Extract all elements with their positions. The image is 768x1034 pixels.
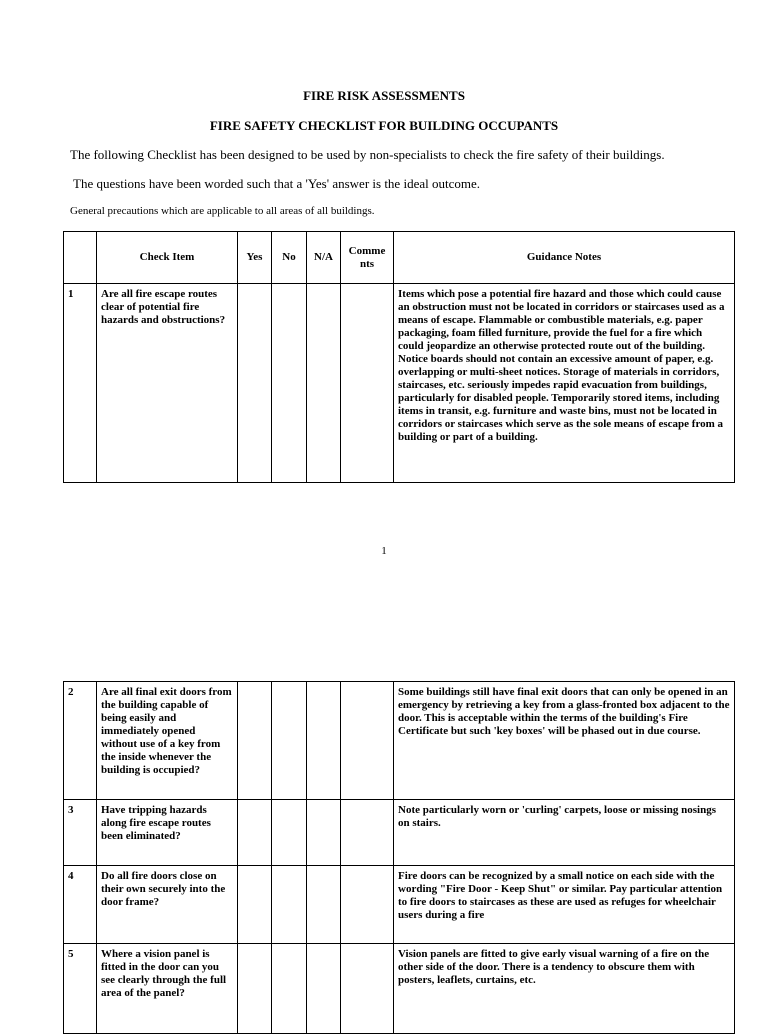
intro-paragraph-1: The following Checklist has been designed to be used by non-specialists to check the fire safety of their buildings. [70, 147, 665, 162]
yes-cell[interactable] [238, 944, 272, 1034]
section-heading: General precautions which are applicable to all areas of all buildings. [70, 205, 375, 217]
yes-cell[interactable] [238, 284, 272, 483]
yes-cell[interactable] [238, 682, 272, 800]
table-row [64, 866, 735, 944]
comments-cell[interactable] [341, 682, 394, 800]
intro-paragraph-2: The questions have been worded such that a 'Yes' answer is the ideal outcome. [73, 176, 480, 191]
document-title: FIRE RISK ASSESSMENTS [303, 88, 465, 103]
item-number: 1 [68, 288, 74, 300]
guidance-note: Vision panels are fitted to give early visual warning of a fire on the other side of the door. There is a tendency to obscure them with posters, leaflets, curtains, etc. [398, 948, 710, 986]
item-number: 4 [68, 870, 74, 882]
table-row [64, 682, 735, 800]
no-cell[interactable] [272, 944, 307, 1034]
comments-cell[interactable] [341, 800, 394, 866]
no-cell[interactable] [272, 284, 307, 483]
no-cell[interactable] [272, 866, 307, 944]
comments-cell[interactable] [341, 944, 394, 1034]
table-row [64, 284, 735, 483]
table-row [64, 944, 735, 1034]
na-cell[interactable] [307, 682, 341, 800]
check-item-question: Are all fire escape routes clear of potential fire hazards and obstructions? [101, 288, 226, 326]
na-cell[interactable] [307, 944, 341, 1034]
no-cell[interactable] [272, 682, 307, 800]
header-check-item: Check Item [97, 232, 238, 284]
table-header-row [64, 232, 735, 284]
guidance-note: Some buildings still have final exit doors that can only be opened in an emergency by retrieving a key from a glass-fronted box adjacent to the door. This is acceptable within the terms of the building's Fire Certificate but such 'key boxes' will be phased out in due course. [398, 686, 730, 737]
check-item-question: Where a vision panel is fitted in the door can you see clearly through the full area of the panel? [101, 948, 227, 999]
check-item-question: Have tripping hazards along fire escape routes been eliminated? [101, 804, 211, 842]
na-cell[interactable] [307, 800, 341, 866]
checklist-table-page-1 [63, 231, 735, 483]
page-number: 1 [381, 545, 387, 557]
header-comments: Comme nts [341, 232, 394, 284]
no-cell[interactable] [272, 800, 307, 866]
na-cell[interactable] [307, 284, 341, 483]
guidance-note: Fire doors can be recognized by a small notice on each side with the wording "Fire Door - Keep Shut" or similar. Pay particular attention to fire doors to staircases as these are used as refuges for wheelchair users during a fire [398, 870, 723, 921]
header-num-cell [64, 232, 97, 284]
yes-cell[interactable] [238, 800, 272, 866]
item-number: 5 [68, 948, 74, 960]
header-no: No [272, 232, 307, 284]
guidance-note: Note particularly worn or 'curling' carpets, loose or missing nosings on stairs. [398, 804, 716, 829]
item-number: 2 [68, 686, 74, 698]
check-item-question: Are all final exit doors from the building capable of being easily and immediately opened without use of a key from the inside whenever the building is occupied? [101, 686, 232, 776]
comments-cell[interactable] [341, 284, 394, 483]
header-na: N/A [307, 232, 341, 284]
comments-cell[interactable] [341, 866, 394, 944]
na-cell[interactable] [307, 866, 341, 944]
table-row [64, 800, 735, 866]
header-yes: Yes [238, 232, 272, 284]
check-item-question: Do all fire doors close on their own securely into the door frame? [101, 870, 226, 908]
guidance-note: Items which pose a potential fire hazard and those which could cause an obstruction must not be located in corridors or staircases used as a means of escape. Flammable or combustible materials, e.g. paper packaging, foam filled furniture, provide the fuel for a fire which could jeopardize an otherwise protected route out of the building. Notice boards should not contain an excessive amount of paper, e.g. overlapping or multi-sheet notices. Storage of materials in corridors, staircases, etc. seriously impedes rapid evacuation from buildings, particularly for disabled people. Temporarily stored items, including items in transit, e.g. furniture and waste bins, must not be located in corridors or staircases which serve as the sole means of escape from a building or part of a building. [398, 288, 725, 443]
item-number: 3 [68, 804, 74, 816]
header-guidance-notes: Guidance Notes [394, 232, 735, 284]
yes-cell[interactable] [238, 866, 272, 944]
document-subtitle: FIRE SAFETY CHECKLIST FOR BUILDING OCCUPANTS [209, 118, 559, 133]
checklist-table-page-2 [63, 681, 735, 1034]
